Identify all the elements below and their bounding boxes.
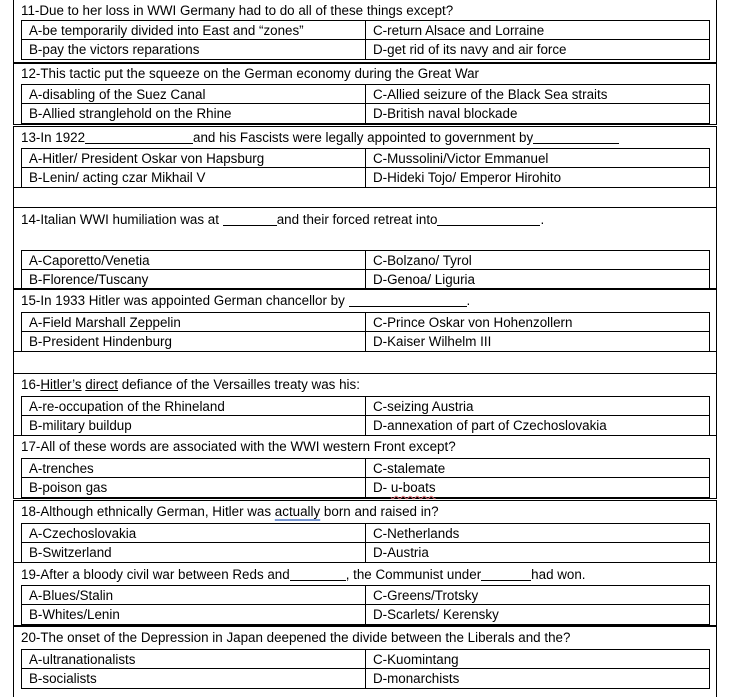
option-b: B-Switzerland <box>22 543 366 562</box>
option-c: C-stalemate <box>373 461 446 476</box>
question-20-text: 20-The onset of the Depression in Japan deepened the divide between the Liberals and the? <box>21 630 571 645</box>
option-d: D-Kaiser Wilhelm III <box>373 334 492 349</box>
answer-row <box>21 250 710 270</box>
option-a: A-Caporetto/Venetia <box>22 251 366 270</box>
option-c: C-Mussolini/Victor Emmanuel <box>373 151 549 166</box>
answer-row <box>21 605 710 625</box>
option-d: D-Hideki Tojo/ Emperor Hirohito <box>373 170 562 185</box>
option-b: B-pay the victors reparations <box>22 40 366 59</box>
answer-row <box>21 332 710 352</box>
answer-row <box>21 396 710 416</box>
option-b: B-poison gas <box>22 478 366 497</box>
option-b: B-Florence/Tuscany <box>22 270 366 289</box>
option-a: A-trenches <box>22 459 366 478</box>
answer-row <box>21 270 710 290</box>
option-b: B-Lenin/ acting czar Mikhail V <box>22 168 366 187</box>
option-d: D-Austria <box>373 545 429 560</box>
question-18-text: 18-Although ethnically German, Hitler was actually born and raised in? <box>21 504 439 519</box>
question-20-block <box>13 626 717 697</box>
question-16-text: 16-Hitler’s direct defiance of the Versailles treaty was his: <box>21 377 360 392</box>
answer-row <box>21 312 710 332</box>
spacer-row <box>13 352 717 374</box>
option-d: D- u-boats <box>373 480 436 495</box>
answer-blank <box>85 129 193 144</box>
answer-row <box>21 523 710 543</box>
answer-blank <box>437 211 540 226</box>
option-b: B-Whites/Lenin <box>22 605 366 624</box>
answer-row <box>21 20 710 40</box>
option-c: C-Allied seizure of the Black Sea straits <box>373 87 608 102</box>
option-c: C-Greens/Trotsky <box>373 588 479 603</box>
option-a: A-disabling of the Suez Canal <box>22 85 366 104</box>
answer-row <box>21 458 710 478</box>
option-b: B-military buildup <box>22 416 366 435</box>
option-b: B-socialists <box>22 669 366 688</box>
option-c: C-Prince Oskar von Hohenzollern <box>373 315 573 330</box>
option-b: B-President Hindenburg <box>22 332 366 351</box>
question-14-text: 14-Italian WWI humiliation was at and their forced retreat into . <box>21 212 545 227</box>
question-11-block <box>13 0 717 63</box>
answer-blank <box>349 292 467 307</box>
question-11-text: 11-Due to her loss in WWI Germany had to do all of these things except? <box>21 3 454 18</box>
question-15-block <box>13 289 717 352</box>
option-d: D-Scarlets/ Kerensky <box>373 607 499 622</box>
question-18-block <box>13 500 717 563</box>
answer-row <box>21 84 710 104</box>
question-19-text: 19-After a bloody civil war between Reds and , the Communist under had won. <box>21 567 586 582</box>
question-15-text: 15-In 1933 Hitler was appointed German chancellor by . <box>21 293 471 308</box>
option-d: D-monarchists <box>373 671 460 686</box>
option-c: C-seizing Austria <box>373 399 474 414</box>
option-a: A-Czechoslovakia <box>22 524 366 543</box>
question-17-text: 17-All of these words are associated with the WWI western Front except? <box>21 439 456 454</box>
question-14-block <box>13 207 717 289</box>
option-a: A-Hitler/ President Oskar von Hapsburg <box>22 149 366 168</box>
option-a: A-Field Marshall Zeppelin <box>22 313 366 332</box>
question-17-block <box>13 436 717 499</box>
answer-blank <box>223 211 277 226</box>
answer-row <box>21 478 710 498</box>
option-b: B-Allied stranglehold on the Rhine <box>22 104 366 123</box>
option-d: D-British naval blockade <box>373 106 518 121</box>
option-c: C-return Alsace and Lorraine <box>373 23 545 38</box>
answer-row <box>21 543 710 563</box>
answer-blank <box>290 566 346 581</box>
answer-row <box>21 168 710 188</box>
option-a: A-be temporarily divided into East and “zones” <box>22 21 366 40</box>
option-a: A-re-occupation of the Rhineland <box>22 397 366 416</box>
answer-row <box>21 585 710 605</box>
question-13-block <box>13 126 717 188</box>
option-a: A-ultranationalists <box>22 650 366 669</box>
option-c: C-Netherlands <box>373 526 460 541</box>
answer-blank <box>533 129 619 144</box>
option-c: C-Bolzano/ Tyrol <box>373 253 472 268</box>
option-a: A-Blues/Stalin <box>22 586 366 605</box>
option-d: D-annexation of part of Czechoslovakia <box>373 418 607 433</box>
answer-row <box>21 669 710 689</box>
question-13-text: 13-In 1922 and his Fascists were legally appointed to government by <box>21 129 619 147</box>
answer-row <box>21 104 710 124</box>
question-12-block <box>13 63 717 125</box>
answer-blank <box>481 566 531 581</box>
answer-row <box>21 148 710 168</box>
question-12-text: 12-This tactic put the squeeze on the German economy during the Great War <box>21 66 479 81</box>
answer-row <box>21 416 710 436</box>
question-19-block <box>13 563 717 626</box>
spacer-row <box>13 188 717 208</box>
question-16-block <box>13 373 717 436</box>
answer-row <box>21 40 710 60</box>
option-d: D-Genoa/ Liguria <box>373 272 475 287</box>
option-d: D-get rid of its navy and air force <box>373 42 567 57</box>
answer-row <box>21 649 710 669</box>
option-c: C-Kuomintang <box>373 652 459 667</box>
